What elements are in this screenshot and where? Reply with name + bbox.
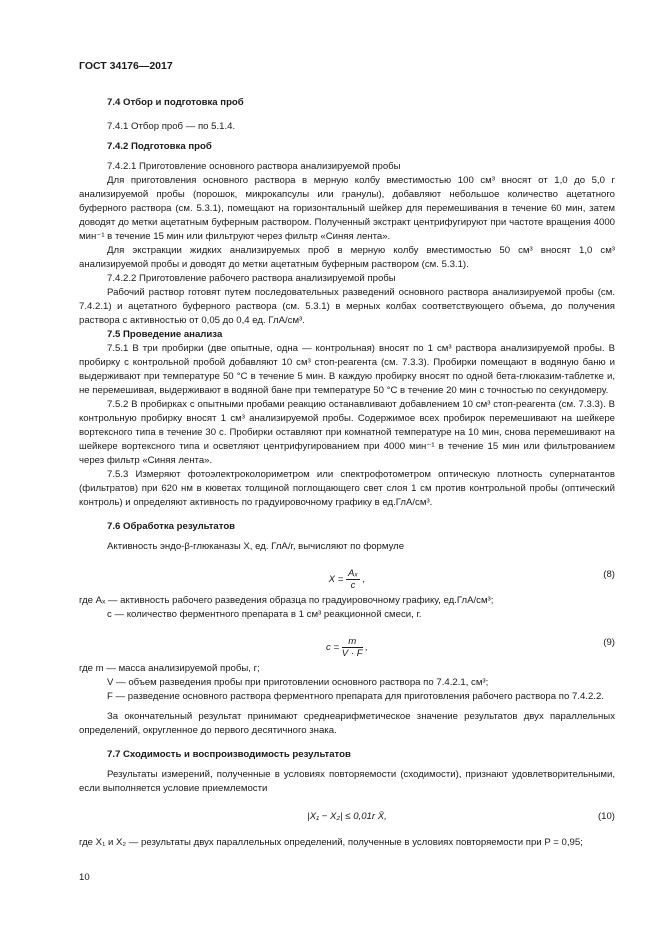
formula-8-expression [79, 568, 615, 591]
para-7-4-2-2-a: Рабочий раствор готовят путем последовательных разведений основного раствора анализируемой пробы (см. 7.4.2.1) и ацетатного буферного раствора (см. 5.3.1) в мерных колбах соответствующего объема, до получения раствора с активностью от 0,05 до 0,4 ед. ГлА/см³. [79, 287, 615, 326]
where-9-c: F — разведение основного раствора ферментного препарата для приготовления рабочего раствора по 7.4.2.2. [107, 691, 604, 702]
para-7-6-intro: Активность эндо-β-глюканазы X, ед. ГлА/г, вычисляют по формуле [107, 541, 405, 552]
formula-8-lhs: X = [328, 574, 344, 586]
formula-9-fraction [342, 636, 363, 659]
formula-9-number: (9) [603, 637, 615, 648]
document-body [79, 96, 615, 850]
formula-9 [79, 630, 615, 659]
formula-9-expression [79, 636, 615, 659]
page-number: 10 [79, 872, 90, 883]
formula-8-denominator: c [350, 580, 356, 591]
para-7-5-1: 7.5.1 В три пробирки (две опытные, одна — контрольная) вносят по 1 см³ раствора анализируемой пробы. В пробирку с контрольной пробой добавляют 10 см³ стоп-реагента (см. 7.3.3). Пробирки помещают в водяную баню и выдерживают при температуре 50 °С в течение 5 мин. В каждую пробирку вносят по одной бета-глюказим-таблетке и, не перемешивая, выдерживают в водяной бане при температуре 50 °С в течение 20 мин с точностью по секундомеру. [79, 343, 615, 396]
section-7-4-2-title: 7.4.2 Подготовка проб [107, 141, 212, 152]
para-7-7-intro: Результаты измерений, полученные в условиях повторяемости (сходимости), признают удовлетворительными, если выполняется условие приемлемости [79, 769, 615, 794]
where-8-a: где Aₓ — активность рабочего разведения образца по градуировочному графику, ед.ГлА/см³; [79, 595, 494, 606]
formula-9-denominator: V · F [341, 648, 363, 659]
where-8-b: c — количество ферментного препарата в 1 см³ реакционной смеси, г. [107, 609, 422, 620]
formula-9-lhs: c = [326, 642, 340, 654]
formula-9-numerator: m [342, 636, 363, 648]
formula-8-numerator: Aₓ [347, 568, 359, 579]
para-7-4-1: 7.4.1 Отбор проб — по 5.1.4. [107, 121, 236, 132]
formula-8-number: (8) [603, 569, 615, 580]
para-7-4-2-1-a: Для приготовления основного раствора в мерную колбу вместимостью 100 см³ вносят от 1,0 до 5,0 г анализируемой пробы (порошок, микрокапсулы или гранулы), добавляют небольшое количество ацетатного буферного раствора (см. 5.3.1), помещают на горизонтальный шейкер для перемешивания в течение 60 мин, затем доводят до метки ацетатным буферным раствором. Полученный экстракт центрифугируют при частоте вращения 4000 мин⁻¹ в течение 15 мин или фильтруют через фильтр «Синяя лента». [79, 175, 615, 242]
where-9-a: где m — масса анализируемой пробы, г; [79, 663, 260, 674]
para-7-4-2-2-title: 7.4.2.2 Приготовление рабочего раствора анализируемой пробы [107, 273, 396, 284]
where-9-b: V — объем разведения пробы при приготовлении основного раствора по 7.4.2.1, см³; [107, 677, 489, 688]
section-7-5-title: 7.5 Проведение анализа [107, 329, 223, 340]
section-7-7-title: 7.7 Сходимость и воспроизводимость результатов [107, 749, 351, 760]
para-7-4-2-1-title: 7.4.2.1 Приготовление основного раствора анализируемой пробы [107, 161, 401, 172]
para-7-4-2-1-b: Для экстракции жидких анализируемых проб в мерную колбу вместимостью 50 см³ вносят 1,0 см³ анализируемой пробы и доводят до метки ацетатным буферным раствором (см. 5.3.1). [79, 245, 615, 270]
document-header: ГОСТ 34176—2017 [79, 60, 173, 72]
formula-10-expression: |X₁ − X₂| ≤ 0,01r X̄, [307, 811, 387, 822]
formula-10 [79, 804, 615, 830]
para-7-5-3: 7.5.3 Измеряют фотоэлектроколориметром или спектрофотометром оптическую плотность супернатантов (фильтратов) при 620 нм в кюветах толщиной поглощающего свет слоя 1 см против контрольной пробы (оптический контроль) и определяют активность по градуировочному графику в ед.ГлА/см³. [79, 469, 615, 508]
formula-8-tail: , [362, 574, 366, 586]
where-10: где X₁ и X₂ — результаты двух параллельных определений, полученные в условиях повторяемости при P = 0,95; [79, 837, 583, 848]
formula-10-number: (10) [597, 811, 615, 822]
formula-8-fraction [346, 568, 360, 591]
section-7-4-title: 7.4 Отбор и подготовка проб [107, 97, 244, 108]
formula-9-tail: , [365, 642, 368, 654]
section-7-6-title: 7.6 Обработка результатов [107, 521, 236, 532]
formula-8 [79, 562, 615, 591]
para-7-5-2: 7.5.2 В пробирках с опытными пробами реакцию останавливают добавлением 10 см³ стоп-реагента (см. 7.3.3). В контрольную пробирку вносят 1 см³ анализируемой пробы. Содержимое всех пробирок перемешивают на шейкере вортексного типа в течение 30 с. Пробирки оставляют при комнатной температуре на 10 мин, снова перемешивают на шейкере вортексного типа и осветляют центрифугированием при 4000 мин⁻¹ в течение 15 мин или фильтрованием через фильтр «Синяя лента». [79, 399, 615, 466]
para-7-6-final: За окончательный результат принимают среднеарифметическое значение результатов двух параллельных определений, округленное до первого десятичного знака. [79, 711, 615, 736]
